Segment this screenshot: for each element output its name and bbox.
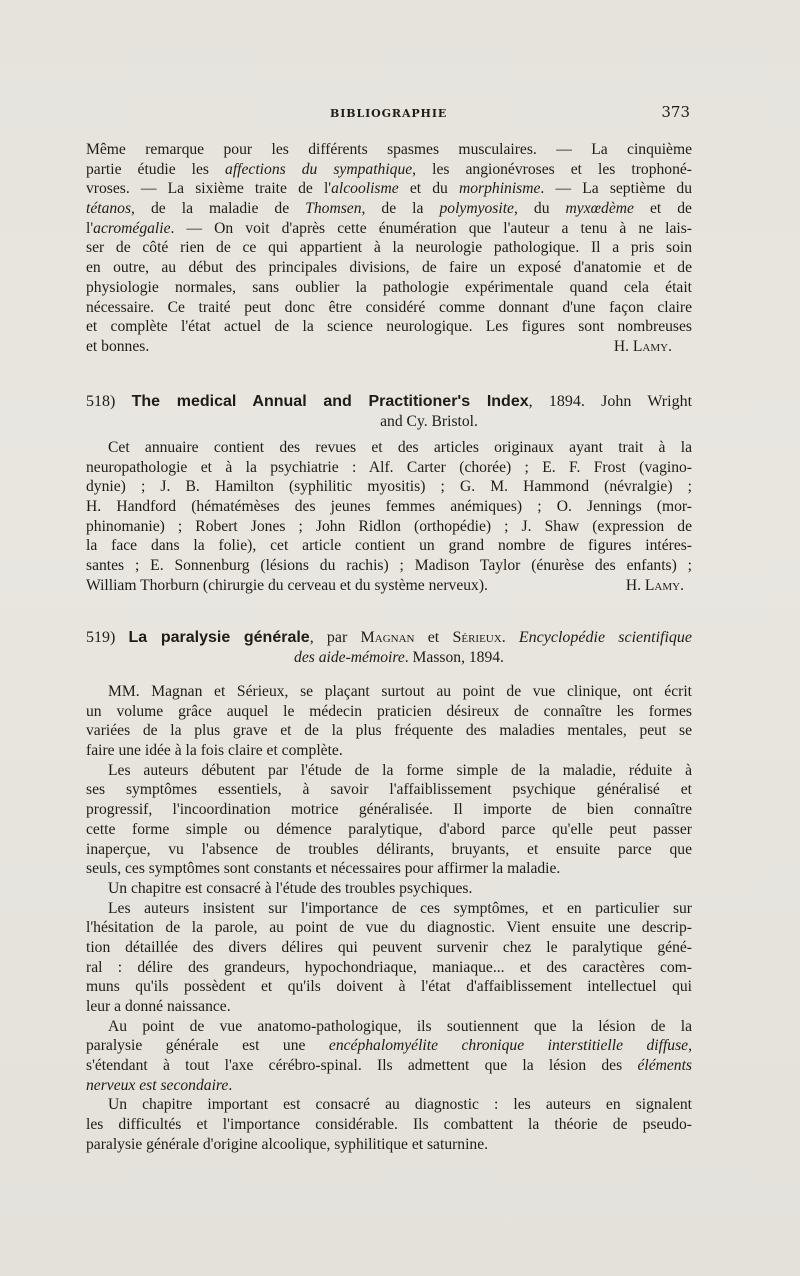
text-line: partie étudie les affections du sympathique, les angionévroses et les trophoné- (86, 160, 692, 178)
text-line: et bonnes. H. Lamy. (86, 337, 672, 355)
running-title: BIBLIOGRAPHIE (330, 107, 448, 120)
text-line: tion détaillée des divers délires qui peuvent survenir chez le paralytique géné- (86, 938, 692, 956)
text-line: tétanos, de la maladie de Thomsen, de la polymyosite, du myxœdème et de (86, 200, 692, 218)
entry-519 (86, 628, 692, 667)
text-line: inaperçue, vu l'absence de troubles délirants, bruyants, et ensuite parce que (86, 840, 692, 858)
text-line: Cet annuaire contient des revues et des articles originaux ayant trait à la (108, 439, 692, 456)
text-line: un volume grâce auquel le médecin praticien désireux de connaître les formes (86, 702, 692, 720)
text-line: nécessaire. Ce traité peut donc être considéré comme donnant d'une façon claire (86, 298, 692, 316)
text-line: les difficultés et l'importance considérable. Ils combattent la théorie de pseudo- (86, 1116, 692, 1134)
entry-number: 518) (86, 393, 116, 410)
text-line: physiologie normales, sans oublier la pathologie expérimentale quand cela était (86, 278, 692, 296)
entry-heading: 519) La paralysie générale, par Magnan et Sérieux. Encyclopédie scientifique (86, 629, 693, 646)
page-number: 373 (661, 103, 690, 121)
text-line: Les auteurs insistent sur l'importance de ces symptômes, et en particulier sur (108, 899, 692, 917)
entry-518 (86, 392, 692, 431)
entry-518-body (86, 438, 692, 596)
entry-519-body (86, 682, 692, 1155)
text-line: Un chapitre est consacré à l'étude des troubles psychiques. (108, 879, 473, 897)
signature: H. Lamy. (613, 337, 672, 355)
text-line: and Cy. Bristol. (380, 412, 478, 430)
text-line: vroses. — La sixième traite de l'alcoolisme et du morphinisme. — La septième du (86, 180, 692, 198)
entry-title: La paralysie générale (128, 629, 310, 646)
text-line: progressif, l'incoordination motrice généralisée. Il importe de bien connaître (86, 801, 692, 819)
text-line: neuropathologie et à la psychiatrie : Alf. Carter (chorée) ; E. F. Frost (vagino- (86, 458, 692, 476)
text-line: faire une idée à la fois claire et complète. (86, 742, 343, 760)
text-line: en outre, au début des principales divisions, de faire un exposé d'anatomie et de (86, 259, 692, 277)
text-line: ses symptômes essentiels, à savoir l'affaiblissement psychique généralisé et (86, 781, 692, 799)
text-line: variées de la plus grave et de la plus fréquente des maladies mentales, peut se (86, 722, 692, 740)
text-line: des aide-mémoire. Masson, 1894. (294, 648, 504, 666)
text-line: seuls, ces symptômes sont constants et nécessaires pour affirmer la maladie. (86, 860, 561, 878)
entry-number: 519) (86, 629, 116, 646)
text-line: MM. Magnan et Sérieux, se plaçant surtout au point de vue clinique, ont écrit (108, 683, 692, 700)
entry-heading: 518) The medical Annual and Practitioner's Index, 1894. John Wright (86, 393, 693, 410)
text-line: ral : délire des grandeurs, hypochondriaque, maniaque... et des caractères com- (86, 958, 692, 976)
text-line: l'hésitation de la parole, au point de vue du diagnostic. Vient ensuite une descrip- (86, 919, 692, 937)
text-line: William Thorburn (chirurgie du cerveau et du système nerveux). H. Lamy. (86, 576, 684, 594)
entry-title: The medical Annual and Practitioner's Index (131, 393, 529, 410)
page-header (86, 103, 690, 127)
text-line: paralysie générale est une encéphalomyélite chronique interstitielle diffuse, (86, 1037, 692, 1055)
review-continuation (86, 140, 692, 357)
text-line: et complète l'état actuel de la science neurologique. Les figures sont nombreuses (86, 318, 692, 336)
text-line: muns qu'ils possèdent et qu'ils doivent à l'état d'affaiblissement intellectuel qui (86, 978, 692, 996)
text-line: dynie) ; J. B. Hamilton (syphilitic myositis) ; G. M. Hammond (névralgie) ; (86, 478, 692, 496)
text-line: phinomanie) ; Robert Jones ; John Ridlon (orthopédie) ; J. Shaw (expression de (86, 517, 692, 535)
text-line: l'acromégalie. — On voit d'après cette énumération que l'auteur a tenu à ne lais- (86, 219, 692, 237)
text-line: leur a donné naissance. (86, 998, 231, 1015)
text-line: s'étendant à tout l'axe cérébro-spinal. Ils admettent que la lésion des éléments (86, 1057, 692, 1075)
text-line: paralysie générale d'origine alcoolique, syphilitique et saturnine. (86, 1135, 489, 1153)
text-line: cette forme simple ou démence paralytique, d'abord parce qu'elle peut passer (86, 820, 692, 838)
text-line: la face dans la folie), cet article contient un grand nombre de figures intéres- (86, 537, 692, 555)
text-line: Même remarque pour les différents spasmes musculaires. — La cinquième (86, 141, 692, 158)
text-line: Les auteurs débutent par l'étude de la forme simple de la maladie, réduite à (108, 761, 692, 779)
text-line: Au point de vue anatomo-pathologique, ils soutiennent que la lésion de la (108, 1017, 692, 1035)
text-line: Un chapitre important est consacré au diagnostic : les auteurs en signalent (108, 1096, 692, 1114)
text-line: nerveux est secondaire. (86, 1076, 233, 1094)
text-line: ser de côté rien de ce qui appartient à la neurologie pathologique. Il a pris soin (86, 239, 692, 257)
text-line: H. Handford (hématémèses des jeunes femmes anémiques) ; O. Jennings (mor- (86, 498, 692, 516)
signature: H. Lamy. (625, 576, 684, 594)
text-line: santes ; E. Sonnenburg (lésions du rachis) ; Madison Taylor (énurèse des enfants) ; (86, 557, 692, 575)
